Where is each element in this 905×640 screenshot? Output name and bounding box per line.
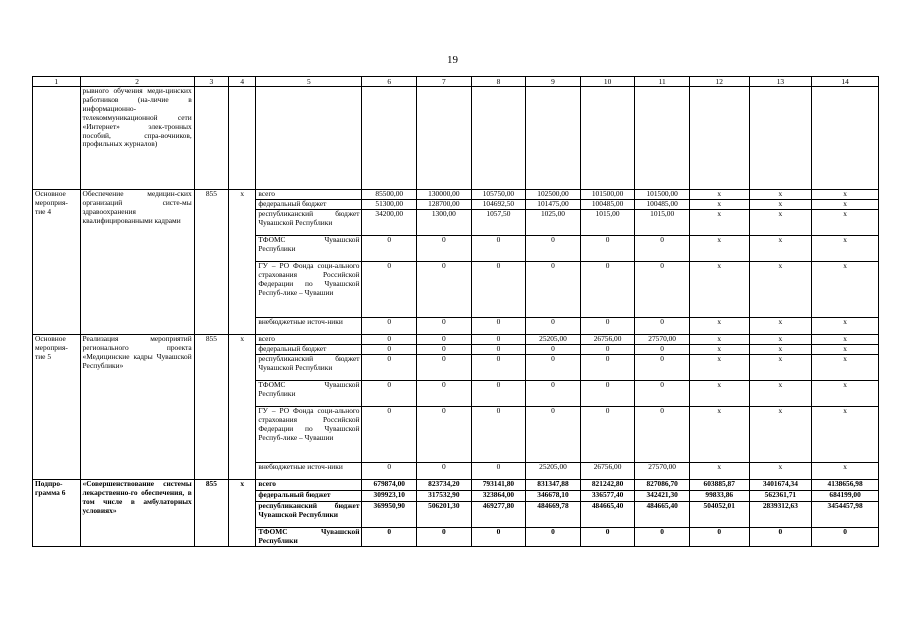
amount-cell: х [689, 236, 749, 262]
empty-cell [749, 87, 812, 190]
amount-cell: 1015,00 [635, 210, 690, 236]
amount-cell: х [689, 210, 749, 236]
amount-cell: 0 [362, 318, 417, 335]
table-row [33, 335, 879, 345]
amount-cell: 469277,80 [471, 502, 526, 528]
amount-cell: х [689, 407, 749, 463]
amount-cell: 0 [362, 407, 417, 463]
amount-cell: 128700,00 [417, 200, 472, 210]
column-number: 5 [256, 77, 362, 87]
amount-cell: х [689, 345, 749, 355]
column-number-row [33, 77, 879, 87]
amount-cell: 1300,00 [417, 210, 472, 236]
amount-cell: х [689, 335, 749, 345]
empty-cell [33, 87, 81, 190]
amount-cell: 27570,00 [635, 335, 690, 345]
empty-cell [580, 87, 635, 190]
funding-source: всего [256, 335, 362, 345]
column-number: 4 [229, 77, 256, 87]
amount-cell: 506201,30 [417, 502, 472, 528]
amount-cell: 85500,00 [362, 190, 417, 200]
amount-cell: 0 [362, 381, 417, 407]
amount-cell: 0 [635, 407, 690, 463]
funding-source: внебюджетные источ-ники [256, 463, 362, 480]
funding-source: ТФОМС Чувашской Республики [256, 528, 362, 547]
amount-cell: 0 [580, 381, 635, 407]
amount-cell: 1057,50 [471, 210, 526, 236]
amount-cell: х [689, 200, 749, 210]
amount-cell: 0 [417, 318, 472, 335]
amount-cell: 0 [417, 528, 472, 547]
amount-cell: 827086,70 [635, 480, 690, 491]
empty-cell [194, 87, 228, 190]
amount-cell: 0 [471, 318, 526, 335]
amount-cell: х [812, 407, 879, 463]
amount-cell: х [749, 355, 812, 381]
amount-cell: 0 [580, 345, 635, 355]
column-number: 3 [194, 77, 228, 87]
amount-cell: 823734,20 [417, 480, 472, 491]
amount-cell: 1015,00 [580, 210, 635, 236]
amount-cell: 0 [417, 236, 472, 262]
amount-cell: 102500,00 [526, 190, 581, 200]
amount-cell: 26756,00 [580, 335, 635, 345]
amount-cell: 0 [417, 345, 472, 355]
amount-cell: х [689, 190, 749, 200]
continuation-row [33, 87, 879, 190]
amount-cell: 99833,86 [689, 491, 749, 502]
amount-cell: 0 [526, 407, 581, 463]
amount-cell: 0 [580, 236, 635, 262]
amount-cell: х [749, 345, 812, 355]
amount-cell: 684199,00 [812, 491, 879, 502]
amount-cell: х [749, 335, 812, 345]
amount-cell: х [812, 335, 879, 345]
empty-cell [229, 87, 256, 190]
amount-cell: 562361,71 [749, 491, 812, 502]
amount-cell: 0 [362, 236, 417, 262]
column-number: 10 [580, 77, 635, 87]
amount-cell: х [812, 463, 879, 480]
amount-cell: 0 [362, 345, 417, 355]
amount-cell: 0 [526, 236, 581, 262]
amount-cell: 0 [526, 262, 581, 318]
empty-cell [417, 87, 472, 190]
amount-cell: 831347,88 [526, 480, 581, 491]
amount-cell: х [812, 345, 879, 355]
amount-cell: 0 [471, 262, 526, 318]
amount-cell: 323864,00 [471, 491, 526, 502]
amount-cell: 3401674,34 [749, 480, 812, 491]
empty-cell [689, 87, 749, 190]
amount-cell: 0 [812, 528, 879, 547]
page-number: 19 [447, 54, 458, 66]
amount-cell: 34200,00 [362, 210, 417, 236]
column-number: 7 [417, 77, 472, 87]
column-number: 2 [80, 77, 194, 87]
amount-cell: 101475,00 [526, 200, 581, 210]
amount-cell: 0 [526, 381, 581, 407]
amount-cell: 4138656,98 [812, 480, 879, 491]
empty-cell [471, 87, 526, 190]
amount-cell: 0 [362, 262, 417, 318]
amount-cell: 104692,50 [471, 200, 526, 210]
amount-cell: 504052,01 [689, 502, 749, 528]
activity-title: «Совершенствование системы лекарственно-го обеспечения, в том числе в амбулаторных условиях» [80, 480, 194, 547]
amount-cell: 0 [471, 335, 526, 345]
amount-cell: 346678,10 [526, 491, 581, 502]
amount-cell: 25205,00 [526, 335, 581, 345]
amount-cell: 369950,90 [362, 502, 417, 528]
amount-cell: 105750,00 [471, 190, 526, 200]
rzpr-code: х [229, 335, 256, 480]
amount-cell: 1025,00 [526, 210, 581, 236]
amount-cell: 100485,00 [580, 200, 635, 210]
amount-cell: х [812, 190, 879, 200]
amount-cell: 0 [635, 355, 690, 381]
amount-cell: 821242,80 [580, 480, 635, 491]
amount-cell: х [812, 262, 879, 318]
amount-cell: 484669,78 [526, 502, 581, 528]
amount-cell: 0 [526, 528, 581, 547]
rzpr-code: х [229, 190, 256, 335]
amount-cell: 2839312,63 [749, 502, 812, 528]
amount-cell: 0 [362, 463, 417, 480]
activity-code: Подпро-грамма 6 [33, 480, 81, 547]
amount-cell: х [812, 355, 879, 381]
funding-source: федеральный бюджет [256, 345, 362, 355]
amount-cell: 0 [417, 335, 472, 345]
amount-cell: х [749, 190, 812, 200]
amount-cell: 0 [417, 262, 472, 318]
amount-cell: х [749, 381, 812, 407]
empty-cell [635, 87, 690, 190]
amount-cell: х [749, 200, 812, 210]
funding-source: ТФОМС Чувашской Республики [256, 381, 362, 407]
empty-cell [256, 87, 362, 190]
amount-cell: 0 [689, 528, 749, 547]
amount-cell: 0 [417, 463, 472, 480]
amount-cell: 0 [526, 318, 581, 335]
amount-cell: 0 [417, 407, 472, 463]
amount-cell: 0 [471, 355, 526, 381]
amount-cell: 0 [471, 407, 526, 463]
grbs-code: 855 [194, 480, 228, 547]
amount-cell: х [812, 236, 879, 262]
amount-cell: 793141,80 [471, 480, 526, 491]
amount-cell: х [689, 355, 749, 381]
amount-cell: 0 [362, 335, 417, 345]
amount-cell: 51300,00 [362, 200, 417, 210]
funding-source: ГУ – РО Фонда соци-ального страхования Российской Федерации по Чувашской Респуб-лике – Чувашии [256, 262, 362, 318]
amount-cell: х [689, 463, 749, 480]
amount-cell: 100485,00 [635, 200, 690, 210]
amount-cell: 0 [580, 262, 635, 318]
amount-cell: 101500,00 [635, 190, 690, 200]
amount-cell: х [749, 318, 812, 335]
funding-source: республиканский бюджет Чувашской Республики [256, 210, 362, 236]
amount-cell: 130000,00 [417, 190, 472, 200]
amount-cell: 0 [635, 528, 690, 547]
amount-cell: 0 [362, 528, 417, 547]
amount-cell: 27570,00 [635, 463, 690, 480]
amount-cell: 309923,10 [362, 491, 417, 502]
amount-cell: 0 [471, 463, 526, 480]
amount-cell: х [749, 407, 812, 463]
activity-title: Обеспечение медицин-ских организаций систе-мы здравоохранения квалифицированными кадрами [80, 190, 194, 335]
column-number: 9 [526, 77, 581, 87]
amount-cell: х [812, 200, 879, 210]
amount-cell: 0 [526, 345, 581, 355]
amount-cell: 0 [417, 355, 472, 381]
amount-cell: 0 [471, 381, 526, 407]
activity-title: Реализация мероприятий регионального проекта «Медицинские кадры Чувашской Республики» [80, 335, 194, 480]
amount-cell: 0 [635, 236, 690, 262]
amount-cell: 0 [635, 381, 690, 407]
column-number: 12 [689, 77, 749, 87]
budget-table [32, 76, 879, 547]
amount-cell: 26756,00 [580, 463, 635, 480]
amount-cell: х [749, 210, 812, 236]
activity-code: Основное мероприя-тие 5 [33, 335, 81, 480]
empty-cell [526, 87, 581, 190]
amount-cell: 342421,30 [635, 491, 690, 502]
activity-code: Основное мероприя-тие 4 [33, 190, 81, 335]
activity-title-continuation: рывного обучения меди-цинских работников (на-личие в информационно-телекоммуникационной сети «Интернет» элек-тронных пособий, спра-вочников, профильных журналов) [80, 87, 194, 190]
amount-cell: 0 [635, 345, 690, 355]
column-number: 8 [471, 77, 526, 87]
amount-cell: 3454457,98 [812, 502, 879, 528]
amount-cell: 101500,00 [580, 190, 635, 200]
amount-cell: 0 [580, 355, 635, 381]
amount-cell: 603885,87 [689, 480, 749, 491]
funding-source: федеральный бюджет [256, 200, 362, 210]
funding-source: ГУ – РО Фонда соци-ального страхования Российской Федерации по Чувашской Респуб-лике – Чувашии [256, 407, 362, 463]
amount-cell: 484665,40 [580, 502, 635, 528]
funding-source: всего [256, 480, 362, 491]
amount-cell: х [689, 381, 749, 407]
empty-cell [812, 87, 879, 190]
amount-cell: 25205,00 [526, 463, 581, 480]
amount-cell: 317532,90 [417, 491, 472, 502]
funding-source: ТФОМС Чувашской Республики [256, 236, 362, 262]
amount-cell: 0 [362, 355, 417, 381]
amount-cell: 0 [471, 528, 526, 547]
amount-cell: х [812, 381, 879, 407]
column-number: 11 [635, 77, 690, 87]
amount-cell: х [689, 318, 749, 335]
amount-cell: 0 [635, 262, 690, 318]
amount-cell: 0 [526, 355, 581, 381]
funding-source: республиканский бюджет Чувашской Республики [256, 355, 362, 381]
amount-cell: 336577,40 [580, 491, 635, 502]
column-number: 6 [362, 77, 417, 87]
amount-cell: 484665,40 [635, 502, 690, 528]
amount-cell: 0 [580, 528, 635, 547]
funding-source: республиканский бюджет Чувашской Республики [256, 502, 362, 528]
grbs-code: 855 [194, 190, 228, 335]
amount-cell: 679874,00 [362, 480, 417, 491]
amount-cell: 0 [580, 318, 635, 335]
amount-cell: х [689, 262, 749, 318]
grbs-code: 855 [194, 335, 228, 480]
column-number: 14 [812, 77, 879, 87]
empty-cell [362, 87, 417, 190]
amount-cell: 0 [417, 381, 472, 407]
column-number: 13 [749, 77, 812, 87]
amount-cell: х [749, 236, 812, 262]
amount-cell: х [812, 318, 879, 335]
table-row [33, 190, 879, 200]
amount-cell: х [749, 463, 812, 480]
amount-cell: 0 [471, 345, 526, 355]
funding-source: всего [256, 190, 362, 200]
rzpr-code: х [229, 480, 256, 547]
amount-cell: 0 [635, 318, 690, 335]
funding-source: внебюджетные источ-ники [256, 318, 362, 335]
amount-cell: 0 [749, 528, 812, 547]
table-row [33, 480, 879, 491]
amount-cell: 0 [580, 407, 635, 463]
amount-cell: х [749, 262, 812, 318]
column-number: 1 [33, 77, 81, 87]
funding-source: федеральный бюджет [256, 491, 362, 502]
amount-cell: х [812, 210, 879, 236]
amount-cell: 0 [471, 236, 526, 262]
